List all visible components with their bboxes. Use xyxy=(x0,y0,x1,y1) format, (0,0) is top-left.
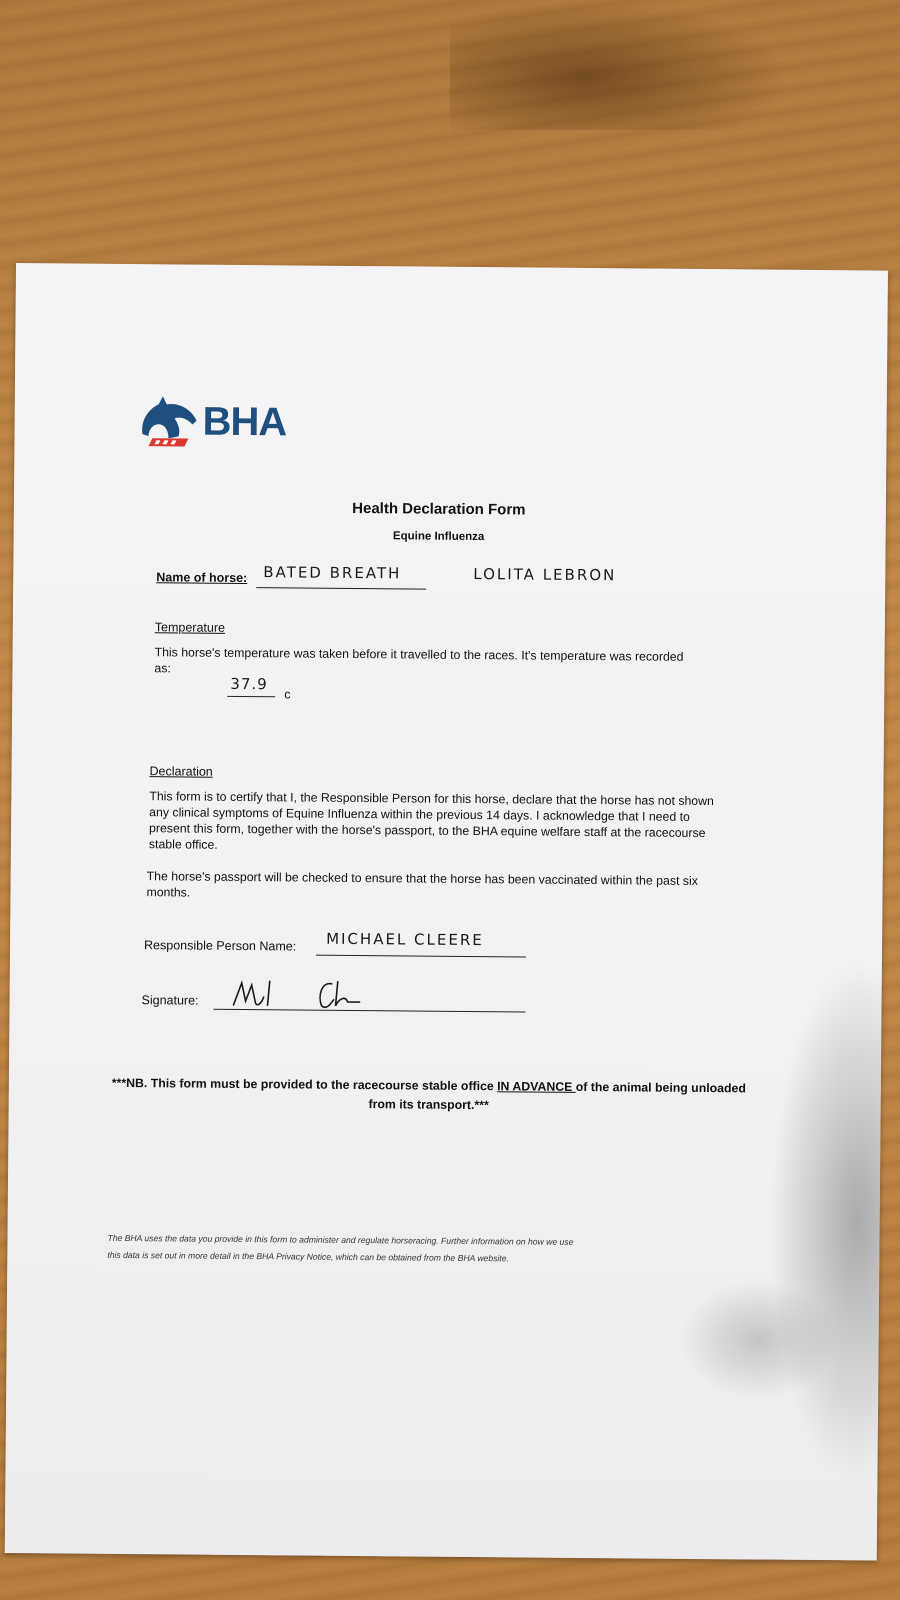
signature-label: Signature: xyxy=(141,993,199,1008)
water-stain-lower xyxy=(678,1279,839,1400)
bha-logo-text: BHA xyxy=(202,399,287,444)
declaration-heading: Declaration xyxy=(149,764,213,779)
nb-notice xyxy=(109,1074,749,1118)
footer-line-1: The BHA uses the data you provide in this form to administer and regulate horseracing. Further information on how we use xyxy=(107,1232,574,1247)
signature-image xyxy=(229,977,369,1012)
bha-logo xyxy=(138,394,286,449)
declaration-text: This form is to certify that I, the Responsible Person for this horse, declare that the horse has not shown any clinical symptoms of Equine Influenza within the previous 14 days. I acknowledge that I need to present this form, together with the horse's passport, to the BHA equine welfare staff at the racecourse stable office. xyxy=(148,789,714,852)
nb-after: of the animal being unloaded from its transport.*** xyxy=(368,1079,746,1113)
form-paper xyxy=(5,263,888,1561)
horse-name-line xyxy=(256,587,426,589)
nb-before: ***NB. This form must be provided to the racecourse stable office xyxy=(111,1075,498,1094)
horse-name-label: Name of horse: xyxy=(156,570,248,586)
temperature-text: This horse's temperature was taken before it travelled to the races. It's temperature was recorded as: xyxy=(154,645,684,676)
horse-name-2: LOLITA LEBRON xyxy=(473,565,617,585)
water-stain xyxy=(767,960,882,1481)
privacy-footer xyxy=(107,1230,747,1270)
horse-head-icon xyxy=(138,394,200,449)
temperature-heading: Temperature xyxy=(154,620,226,635)
form-title: Health Declaration Form xyxy=(352,499,526,519)
wood-knot xyxy=(450,0,790,130)
person-name-label: Responsible Person Name: xyxy=(143,938,297,954)
person-name-line xyxy=(316,955,526,958)
footer-line-2: this data is set out in more detail in the BHA Privacy Notice, which can be obtained from the BHA website. xyxy=(107,1249,509,1264)
temperature-value: 37.9 xyxy=(230,674,268,694)
temperature-unit: c xyxy=(284,687,291,702)
form-subtitle: Equine Influenza xyxy=(392,530,485,544)
person-name-value: MICHAEL CLEERE xyxy=(326,929,484,950)
temperature-line xyxy=(227,696,275,697)
horse-name-1: BATED BREATH xyxy=(263,563,402,583)
nb-emphasis: IN ADVANCE xyxy=(497,1079,576,1094)
passport-text: The horse's passport will be checked to ensure that the horse has been vaccinated within the past six months. xyxy=(146,869,698,900)
